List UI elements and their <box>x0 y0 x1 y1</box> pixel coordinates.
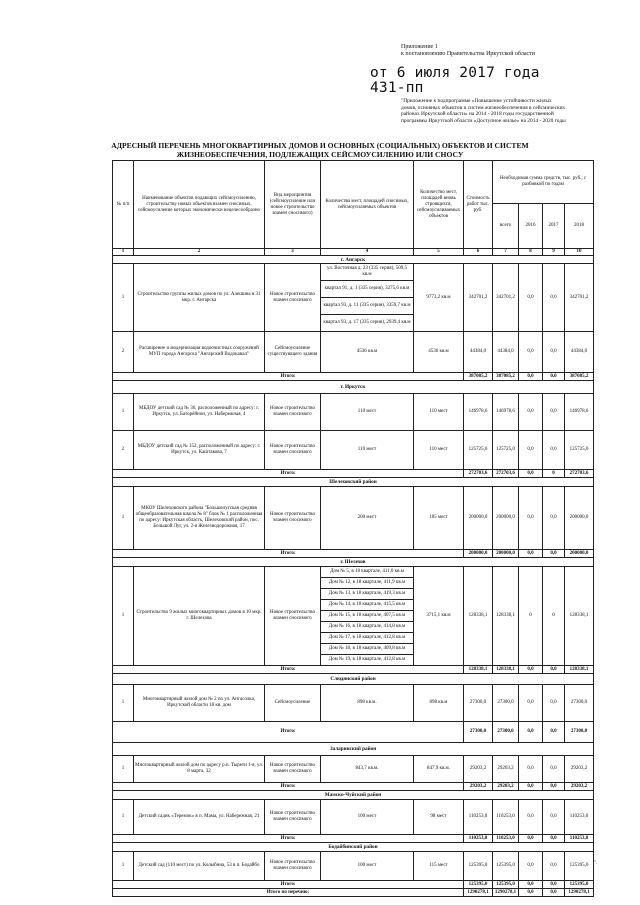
cell-subobject: Дом № 13, в 18 квартале, 419,3 кв.м <box>321 589 414 600</box>
cell-2018: 27300,0 <box>565 722 594 743</box>
colnum: 6 <box>464 249 493 256</box>
total-label: Итого: <box>113 722 464 743</box>
cell-num: 1 <box>113 800 134 835</box>
cell-num: 1 <box>113 756 134 783</box>
cell-total: 128338,1 <box>493 666 519 674</box>
table-row <box>113 332 594 373</box>
cell-measure: Новое строительство взамен сносимого <box>265 264 321 332</box>
cell-qty-dwell: 110 мест <box>321 431 414 470</box>
program-note-line: районах Иркутской области» на 2014 - 2018 годы государственной <box>401 111 554 117</box>
cell-measure: Сейсмоусиление <box>265 685 321 722</box>
cell-qty-dwell: 200 мест <box>321 487 414 550</box>
cell-measure: Новое строительство взамен сносимого <box>265 800 321 835</box>
section-row <box>113 743 594 756</box>
total-row <box>113 373 594 381</box>
section-title: Слюдянский район <box>113 674 594 685</box>
cell-total: 27300,0 <box>493 685 519 722</box>
section-title: Заларинский район <box>113 743 594 756</box>
header-num: № п/п <box>113 161 134 249</box>
cell-2017: 0,0 <box>543 756 565 783</box>
header-name: Наименование объектов подающих сейсмоусилению, строительству новых объектов взамен сносимых, сейсмоусиление которых экономически нецелесообразно <box>134 161 265 249</box>
section-title: г. Шелехов <box>113 558 594 567</box>
cell-cost: 29203,2 <box>464 756 493 783</box>
cell-total: 44384,0 <box>493 332 519 373</box>
cell-subobject: Дом № 15, в 18 квартале, 407,5 кв.м <box>321 611 414 622</box>
header-year-2016: 2016 <box>519 204 543 249</box>
cell-num: 2 <box>113 431 134 470</box>
number-stamp: 431-пп <box>370 80 424 96</box>
cell-2017: 0,0 <box>543 881 565 889</box>
section-row <box>113 843 594 852</box>
cell-qty-dwell: 100 мест <box>321 852 414 881</box>
table-header-row <box>113 161 594 204</box>
colnum: 9 <box>543 249 565 256</box>
cell-2018: 125395,0 <box>565 852 594 881</box>
cell-total: 146978,6 <box>493 394 519 431</box>
total-label: Итого: <box>113 835 464 843</box>
colnum: 3 <box>265 249 321 256</box>
cell-qty-new: 115 мест <box>414 852 464 881</box>
cell-2018: 29203,2 <box>565 756 594 783</box>
cell-cost: 128338,1 <box>464 567 493 666</box>
cell-cost: 125395,0 <box>464 852 493 881</box>
header-need: Необходимая сумма средств, тыс. руб., с разбивкой по годам <box>493 161 594 204</box>
cell-2017: 0,0 <box>543 800 565 835</box>
cell-2018: 200000,0 <box>565 487 594 550</box>
cell-qty-new: 898 кв.м <box>414 685 464 722</box>
cell-measure: Сейсмоусиление существующего здания <box>265 332 321 373</box>
appendix-line-2: к постановлению Правительства Иркутской области <box>401 51 535 57</box>
cell-2016: 0,0 <box>519 332 543 373</box>
cell-2016: 0,0 <box>519 666 543 674</box>
total-label: Итого: <box>113 881 464 889</box>
table-row <box>113 264 594 281</box>
cell-2018: 27300,0 <box>565 685 594 722</box>
cell-subobject: Дом № 17, в 18 квартале, 412,8 кв.м <box>321 633 414 644</box>
cell-cost: 200000,0 <box>464 550 493 558</box>
title-line-2: ЖИЗНЕОБЕСПЕЧЕНИЯ, ПОДЛЕЖАЩИХ СЕЙСМОУСИЛЕНИЮ ИЛИ СНОСУ <box>176 150 464 159</box>
cell-num: 1 <box>113 567 134 666</box>
cell-name: Строительство группы жилых домов по ул. Алешина в 31 мкр. г. Ангарска <box>134 264 265 332</box>
cell-total: 128338,1 <box>493 567 519 666</box>
cell-cost: 44384,0 <box>464 332 493 373</box>
cell-2016: 0,0 <box>519 431 543 470</box>
cell-2016: 0,0 <box>519 722 543 743</box>
header-total: всего <box>493 204 519 249</box>
cell-2016: 0,0 <box>519 852 543 881</box>
cell-2017: 0,0 <box>543 264 565 332</box>
cell-2018: 125395,0 <box>565 881 594 889</box>
section-title: Шелеховский район <box>113 478 594 487</box>
cell-measure: Новое строительство взамен сносимого <box>265 431 321 470</box>
cell-total: 125395,0 <box>493 852 519 881</box>
cell-2018: 272703,6 <box>565 470 594 478</box>
cell-name: Расширение и модернизация водоочистных сооружений МУП города Ангарска "Ангарский Водоканал" <box>134 332 265 373</box>
header-qty-dwell: Количество мест, площадей сносимых, сейсмоусиляемых объектов <box>321 161 414 249</box>
cell-cost: 272703,6 <box>464 470 493 478</box>
cell-total: 125725,0 <box>493 431 519 470</box>
cell-2016: 0,0 <box>519 373 543 381</box>
total-label: Итого: <box>113 550 464 558</box>
cell-name: МКОУ Шелеховского района "Большелугская средняя общеобразовательная школа № 8" блок № 1 расположенная по адресу: Иркутская область, Шелеховский район, пос. Большой Луг, ул. 2-я Железнодорожная, 17 <box>134 487 265 550</box>
cell-2016: 0,0 <box>519 756 543 783</box>
section-title: Мамско-Чуйский район <box>113 791 594 800</box>
cell-2016: 0,0 <box>519 835 543 843</box>
cell-2016: 0,0 <box>519 550 543 558</box>
cell-qty-dwell: 4536 кв.м <box>321 332 414 373</box>
cell-qty-new: 185 мест <box>414 487 464 550</box>
cell-total: 110253,0 <box>493 800 519 835</box>
cell-cost: 125725,0 <box>464 431 493 470</box>
cell-cost: 146978,6 <box>464 394 493 431</box>
cell-2018: 110253,0 <box>565 835 594 843</box>
colnum: 10 <box>565 249 594 256</box>
cell-2016: 0,0 <box>519 889 543 897</box>
cell-2016: 0 <box>519 567 543 666</box>
cell-2017: 0,0 <box>543 666 565 674</box>
table-row <box>113 487 594 550</box>
cell-name: Детский сад (110 мест) по ул. Колыбина, 53 в п. Бодайбо <box>134 852 265 881</box>
cell-2018: 200000,0 <box>565 550 594 558</box>
section-row <box>113 256 594 264</box>
cell-qty-dwell: 898 кв.м. <box>321 685 414 722</box>
cell-name: Многоквартирный жилой дом по адресу р.п. Тырети 1-я, ул. 8 марта, 32 <box>134 756 265 783</box>
cell-name: Строительство 9 жилых многоквартирных домов в 10 мкр. г. Шелехова <box>134 567 265 666</box>
header-measure: Вид мероприятия (сейсмоусиление или новое строительство взамен сносимого) <box>265 161 321 249</box>
cell-subobject: квартал 91, д. 1 (335 серия), 3275,6 кв.м <box>321 281 414 298</box>
cell-2016: 0,0 <box>519 470 543 478</box>
cell-num: 1 <box>113 487 134 550</box>
section-title: Бодайбинский район <box>113 843 594 852</box>
cell-subobject: Дом № 5, в 18 квартале, 411,0 кв.м <box>321 567 414 578</box>
cell-total: 1290278,1 <box>493 889 519 897</box>
cell-qty-new: 4536 кв.м <box>414 332 464 373</box>
cell-measure: Новое строительство взамен сносимого <box>265 852 321 881</box>
header-cost: Стоимость работ тыс. руб. <box>464 161 493 249</box>
cell-2017: 0,0 <box>543 487 565 550</box>
title-line-1: АДРЕСНЫЙ ПЕРЕЧЕНЬ МНОГОКВАРТИРНЫХ ДОМОВ И ОСНОВНЫХ (СОЦИАЛЬНЫХ) ОБЪЕКТОВ И СИСТЕМ <box>111 141 529 150</box>
cell-name: Многоквартирный жилой дом № 2 по ул. Ангасолка, Иркутской области 18 кв. дом <box>134 685 265 722</box>
colnum: 4 <box>321 249 414 256</box>
table-row <box>113 567 594 578</box>
cell-subobject: Дом № 18, в 18 квартале, 409,8 кв.м <box>321 644 414 655</box>
cell-cost: 387085,2 <box>464 373 493 381</box>
cell-2016: 0,0 <box>519 685 543 722</box>
cell-cost: 200000,0 <box>464 487 493 550</box>
cell-2016: 0,0 <box>519 264 543 332</box>
colnum: 2 <box>134 249 265 256</box>
total-label: Итого: <box>113 470 464 478</box>
total-row <box>113 550 594 558</box>
appendix-program-note <box>401 98 626 124</box>
cell-num: 1 <box>113 852 134 881</box>
cell-subobject: Дом № 16, в 18 квартале, 414,8 кв.м <box>321 622 414 633</box>
cell-qty-new: 9773,2 кв.м <box>414 264 464 332</box>
cell-subobject: квартал 93, д. 17 (335 серия), 2939,4 кв.м <box>321 315 414 332</box>
colnum: 7 <box>493 249 519 256</box>
cell-cost: 125395,0 <box>464 881 493 889</box>
cell-2018: 1290278,1 <box>565 889 594 897</box>
cell-total: 342701,2 <box>493 264 519 332</box>
closing-quote-mark: ". <box>594 861 598 866</box>
cell-2018: 29203,2 <box>565 783 594 791</box>
header-year-2017: 2017 <box>543 204 565 249</box>
cell-cost: 342701,2 <box>464 264 493 332</box>
appendix-line-1: Приложение 1 <box>401 44 438 50</box>
cell-measure: Новое строительство взамен сносимого <box>265 487 321 550</box>
cell-2018: 342701,2 <box>565 264 594 332</box>
cell-total: 387085,2 <box>493 373 519 381</box>
program-note-line: "Приложение к подпрограмме «Повышение устойчивости жилых <box>401 98 552 104</box>
grand-total-label: Итого по перечню: <box>113 889 464 897</box>
cell-total: 29203,2 <box>493 756 519 783</box>
program-note-line: программы Иркутской области «Доступное жилье» на 2014 - 2020 годы <box>401 117 566 124</box>
cell-num: 1 <box>113 394 134 431</box>
cell-cost: 29203,2 <box>464 783 493 791</box>
total-row <box>113 666 594 674</box>
section-row <box>113 381 594 394</box>
cell-2018: 125725,0 <box>565 431 594 470</box>
cell-total: 272703,6 <box>493 470 519 478</box>
table-row <box>113 800 594 835</box>
cell-2018: 146978,6 <box>565 394 594 431</box>
cell-name: МБДОУ детский сад № 36, расположенный по адресу: г. Иркутск, ул. Баторёйнон, ул. Набережная, 4 <box>134 394 265 431</box>
cell-2016: 0,0 <box>519 783 543 791</box>
table-row <box>113 685 594 722</box>
cell-total: 29203,2 <box>493 783 519 791</box>
cell-cost: 27300,0 <box>464 722 493 743</box>
cell-cost: 110253,0 <box>464 800 493 835</box>
program-note-line: домов, основных объектов и систем жизнеобеспечения в сейсмических <box>401 104 566 111</box>
cell-qty-new: 110 мест <box>414 431 464 470</box>
table-row <box>113 852 594 881</box>
cell-qty-dwell: 100 мест <box>321 800 414 835</box>
cell-cost: 128338,1 <box>464 666 493 674</box>
cell-measure: Новое строительство взамен сносимого <box>265 567 321 666</box>
cell-2017: 0,0 <box>543 332 565 373</box>
total-row <box>113 783 594 791</box>
cell-2017: 0,0 <box>543 394 565 431</box>
cell-2017: 0,0 <box>543 722 565 743</box>
header-year-2018: 2018 <box>565 204 594 249</box>
grand-total-row <box>113 889 594 897</box>
header-qty-new: Количество мест, площадей вновь строящихся, сейсмоусиливаемых объектов <box>414 161 464 249</box>
cell-measure: Новое строительство взамен сносимого <box>265 756 321 783</box>
total-label: Итого: <box>113 373 464 381</box>
cell-2017: 0,0 <box>543 852 565 881</box>
cell-subobject: квартал 93, д. 11 (335 серия), 3359,7 кв.м <box>321 298 414 315</box>
cell-num: 1 <box>113 685 134 722</box>
column-number-row <box>113 249 594 256</box>
cell-subobject: Дом № 12, в 18 квартале, 411,9 кв.м <box>321 578 414 589</box>
colnum: 8 <box>519 249 543 256</box>
section-row <box>113 478 594 487</box>
cell-2017: 0,0 <box>543 550 565 558</box>
section-row <box>113 558 594 567</box>
cell-num: 1 <box>113 264 134 332</box>
total-row <box>113 835 594 843</box>
cell-2018: 387085,2 <box>565 373 594 381</box>
cell-total: 200000,0 <box>493 487 519 550</box>
cell-cost: 110253,0 <box>464 835 493 843</box>
total-row <box>113 722 594 743</box>
appendix-header <box>401 44 601 58</box>
cell-total: 200000,0 <box>493 550 519 558</box>
cell-2017: 0,0 <box>543 685 565 722</box>
document-title <box>60 141 580 159</box>
section-row <box>113 674 594 685</box>
total-label: Итого: <box>113 783 464 791</box>
total-row <box>113 470 594 478</box>
cell-2016: 0,0 <box>519 800 543 835</box>
cell-2016: 0,0 <box>519 487 543 550</box>
cell-2017: 0,0 <box>543 373 565 381</box>
cell-name: МБДОУ детский сад № 152, расположенный по адресу: г. Иркутск, ул. Каштакова, 7 <box>134 431 265 470</box>
cell-qty-dwell: 110 мест <box>321 394 414 431</box>
cell-name: Детский садик «Теремок» в п. Мама, ул. Набережная, 21 <box>134 800 265 835</box>
cell-2018: 110253,0 <box>565 800 594 835</box>
cell-num: 2 <box>113 332 134 373</box>
cell-qty-new: 98 мест <box>414 800 464 835</box>
cell-cost: 1290278,1 <box>464 889 493 897</box>
cell-2016: 0,0 <box>519 394 543 431</box>
cell-2017: 0,0 <box>543 783 565 791</box>
cell-2017: 0,0 <box>543 835 565 843</box>
cell-total: 110253,0 <box>493 835 519 843</box>
cell-2018: 44384,0 <box>565 332 594 373</box>
total-label: Итого: <box>113 666 464 674</box>
colnum: 5 <box>414 249 464 256</box>
cell-total: 27300,0 <box>493 722 519 743</box>
cell-qty-new: 3715,1 кв.м <box>414 567 464 666</box>
cell-2018: 128338,1 <box>565 567 594 666</box>
total-row <box>113 881 594 889</box>
cell-qty-new: 847,9 кв.м. <box>414 756 464 783</box>
address-list-table <box>112 160 594 897</box>
section-title: г. Иркутск <box>113 381 594 394</box>
table-row <box>113 431 594 470</box>
cell-2017: 0 <box>543 567 565 666</box>
cell-cost: 27300,0 <box>464 685 493 722</box>
cell-2018: 128338,1 <box>565 666 594 674</box>
table-row <box>113 394 594 431</box>
cell-total: 125395,0 <box>493 881 519 889</box>
cell-2016: 0,0 <box>519 881 543 889</box>
cell-2017: 0,0 <box>543 431 565 470</box>
table-row <box>113 756 594 783</box>
section-title: г. Ангарск <box>113 256 594 264</box>
colnum: 1 <box>113 249 134 256</box>
cell-qty-new: 110 мест <box>414 394 464 431</box>
cell-2017: 0 <box>543 470 565 478</box>
cell-measure: Новое строительство взамен сносимого <box>265 394 321 431</box>
date-stamp: от 6 июля 2017 года <box>370 65 540 81</box>
cell-subobject: Дом № 19, в 18 квартале, 412,8 кв.м <box>321 655 414 666</box>
cell-subobject: Дом № 14, в 18 квартале, 415,5 кв.м <box>321 600 414 611</box>
cell-2017: 0,0 <box>543 889 565 897</box>
section-row <box>113 791 594 800</box>
cell-qty-dwell: 843,7 кв.м. <box>321 756 414 783</box>
cell-subobject: ул. Восточная д. 23 (335 серия), 509,5 кв.м <box>321 264 414 281</box>
